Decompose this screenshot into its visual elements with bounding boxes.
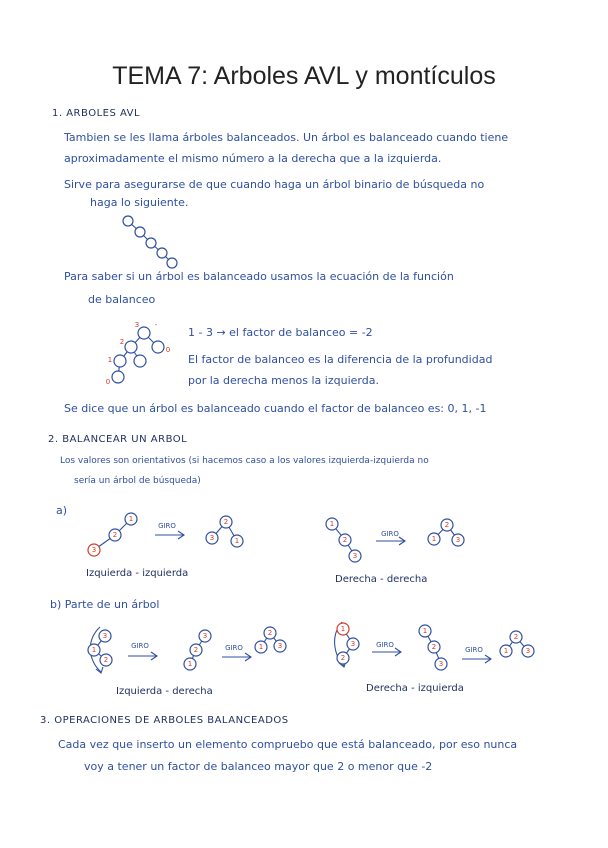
rotation-label-id: Izquierda - derecha [116,686,213,697]
svg-text:3: 3 [352,552,358,560]
svg-text:1: 1 [329,520,335,528]
svg-text:2: 2 [340,654,346,662]
case-a-label: a) [56,504,68,517]
balance-formula: 1 - 3 → el factor de balanceo = -2 [188,326,373,339]
section-3-text: voy a tener un factor de balanceo mayor que 2 o menor que -2 [84,760,433,773]
svg-text:2: 2 [223,518,229,526]
case-b-label: b) Parte de un árbol [50,598,160,611]
balance-explanation: por la derecha menos la izquierda. [188,374,379,387]
rotation-right-right [326,518,464,562]
svg-text:1: 1 [258,643,264,651]
section-1-text: haga lo siguiente. [90,196,189,209]
rotation-left-right [88,627,286,673]
svg-text:1: 1 [503,647,509,655]
svg-text:2: 2 [193,646,199,654]
svg-text:1: 1 [340,625,346,633]
svg-text:3: 3 [455,536,461,544]
section-2-text: sería un árbol de búsqueda) [74,476,201,486]
section-2-heading: 2. BALANCEAR UN ARBOL [48,434,188,445]
section-1-text: de balanceo [88,293,156,306]
balance-factor-label: 2 [119,338,125,346]
svg-text:3: 3 [525,647,531,655]
rotation-right-left [335,622,534,670]
balance-example-tree [106,321,170,386]
svg-text:3: 3 [277,642,283,650]
svg-text:1: 1 [234,537,240,545]
balance-factor-label: 0 [105,378,111,386]
svg-text:GIRO: GIRO [465,646,483,654]
rotation-label-dd: Derecha - derecha [335,574,428,585]
rotation-left-left [88,513,243,556]
page-title: TEMA 7: Arboles AVL y montículos [112,62,496,90]
svg-text:1: 1 [128,515,134,523]
svg-text:2: 2 [112,531,118,539]
section-2-text: Los valores son orientativos (si hacemos caso a los valores izquierda-izquierda no [60,456,429,466]
degenerate-tree-diagram [123,216,177,268]
balanced-definition: Se dice que un árbol es balanceado cuando el factor de balanceo es: 0, 1, -1 [64,402,487,415]
section-1-text: aproximadamente el mismo número a la derecha que a la izquierda. [64,152,442,165]
svg-text:3: 3 [209,534,215,542]
svg-text:2: 2 [444,521,450,529]
svg-text:1: 1 [91,646,97,654]
svg-text:3: 3 [350,640,356,648]
rotation-label-di: Derecha - izquierda [366,683,464,694]
balance-factor-label: 3 [134,321,140,329]
svg-text:GIRO: GIRO [381,530,399,538]
balance-factor-label: 1 [107,356,113,364]
section-1-text: Para saber si un árbol es balanceado usamos la ecuación de la función [64,270,454,283]
section-3-heading: 3. OPERACIONES DE ARBOLES BALANCEADOS [40,715,289,726]
svg-text:3: 3 [91,546,97,554]
section-1-heading: 1. ARBOLES AVL [52,108,141,119]
svg-text:GIRO: GIRO [225,644,243,652]
svg-text:3: 3 [202,632,208,640]
svg-text:1: 1 [187,660,193,668]
balance-factor-label: 0 [165,346,171,354]
rotation-label-ii: Izquierda - izquierda [86,568,189,579]
svg-text:2: 2 [103,656,109,664]
svg-text:1: 1 [422,627,428,635]
svg-text:2: 2 [342,536,348,544]
balance-factor-label: - [154,321,158,329]
section-3-text: Cada vez que inserto un elemento compruebo que está balanceado, por eso nunca [58,738,518,751]
svg-text:3: 3 [102,632,108,640]
svg-text:GIRO: GIRO [131,642,149,650]
section-1-text: Tambien se les llama árboles balanceados. Un árbol es balanceado cuando tiene [64,131,509,144]
svg-text:2: 2 [267,629,273,637]
section-1-text: Sirve para asegurarse de que cuando haga un árbol binario de búsqueda no [64,178,485,191]
svg-text:2: 2 [431,643,437,651]
balance-explanation: El factor de balanceo es la diferencia de la profundidad [188,353,493,366]
svg-text:1: 1 [431,535,437,543]
svg-text:GIRO: GIRO [376,641,394,649]
svg-text:2: 2 [513,633,519,641]
svg-text:3: 3 [438,660,444,668]
svg-text:GIRO: GIRO [158,522,176,530]
